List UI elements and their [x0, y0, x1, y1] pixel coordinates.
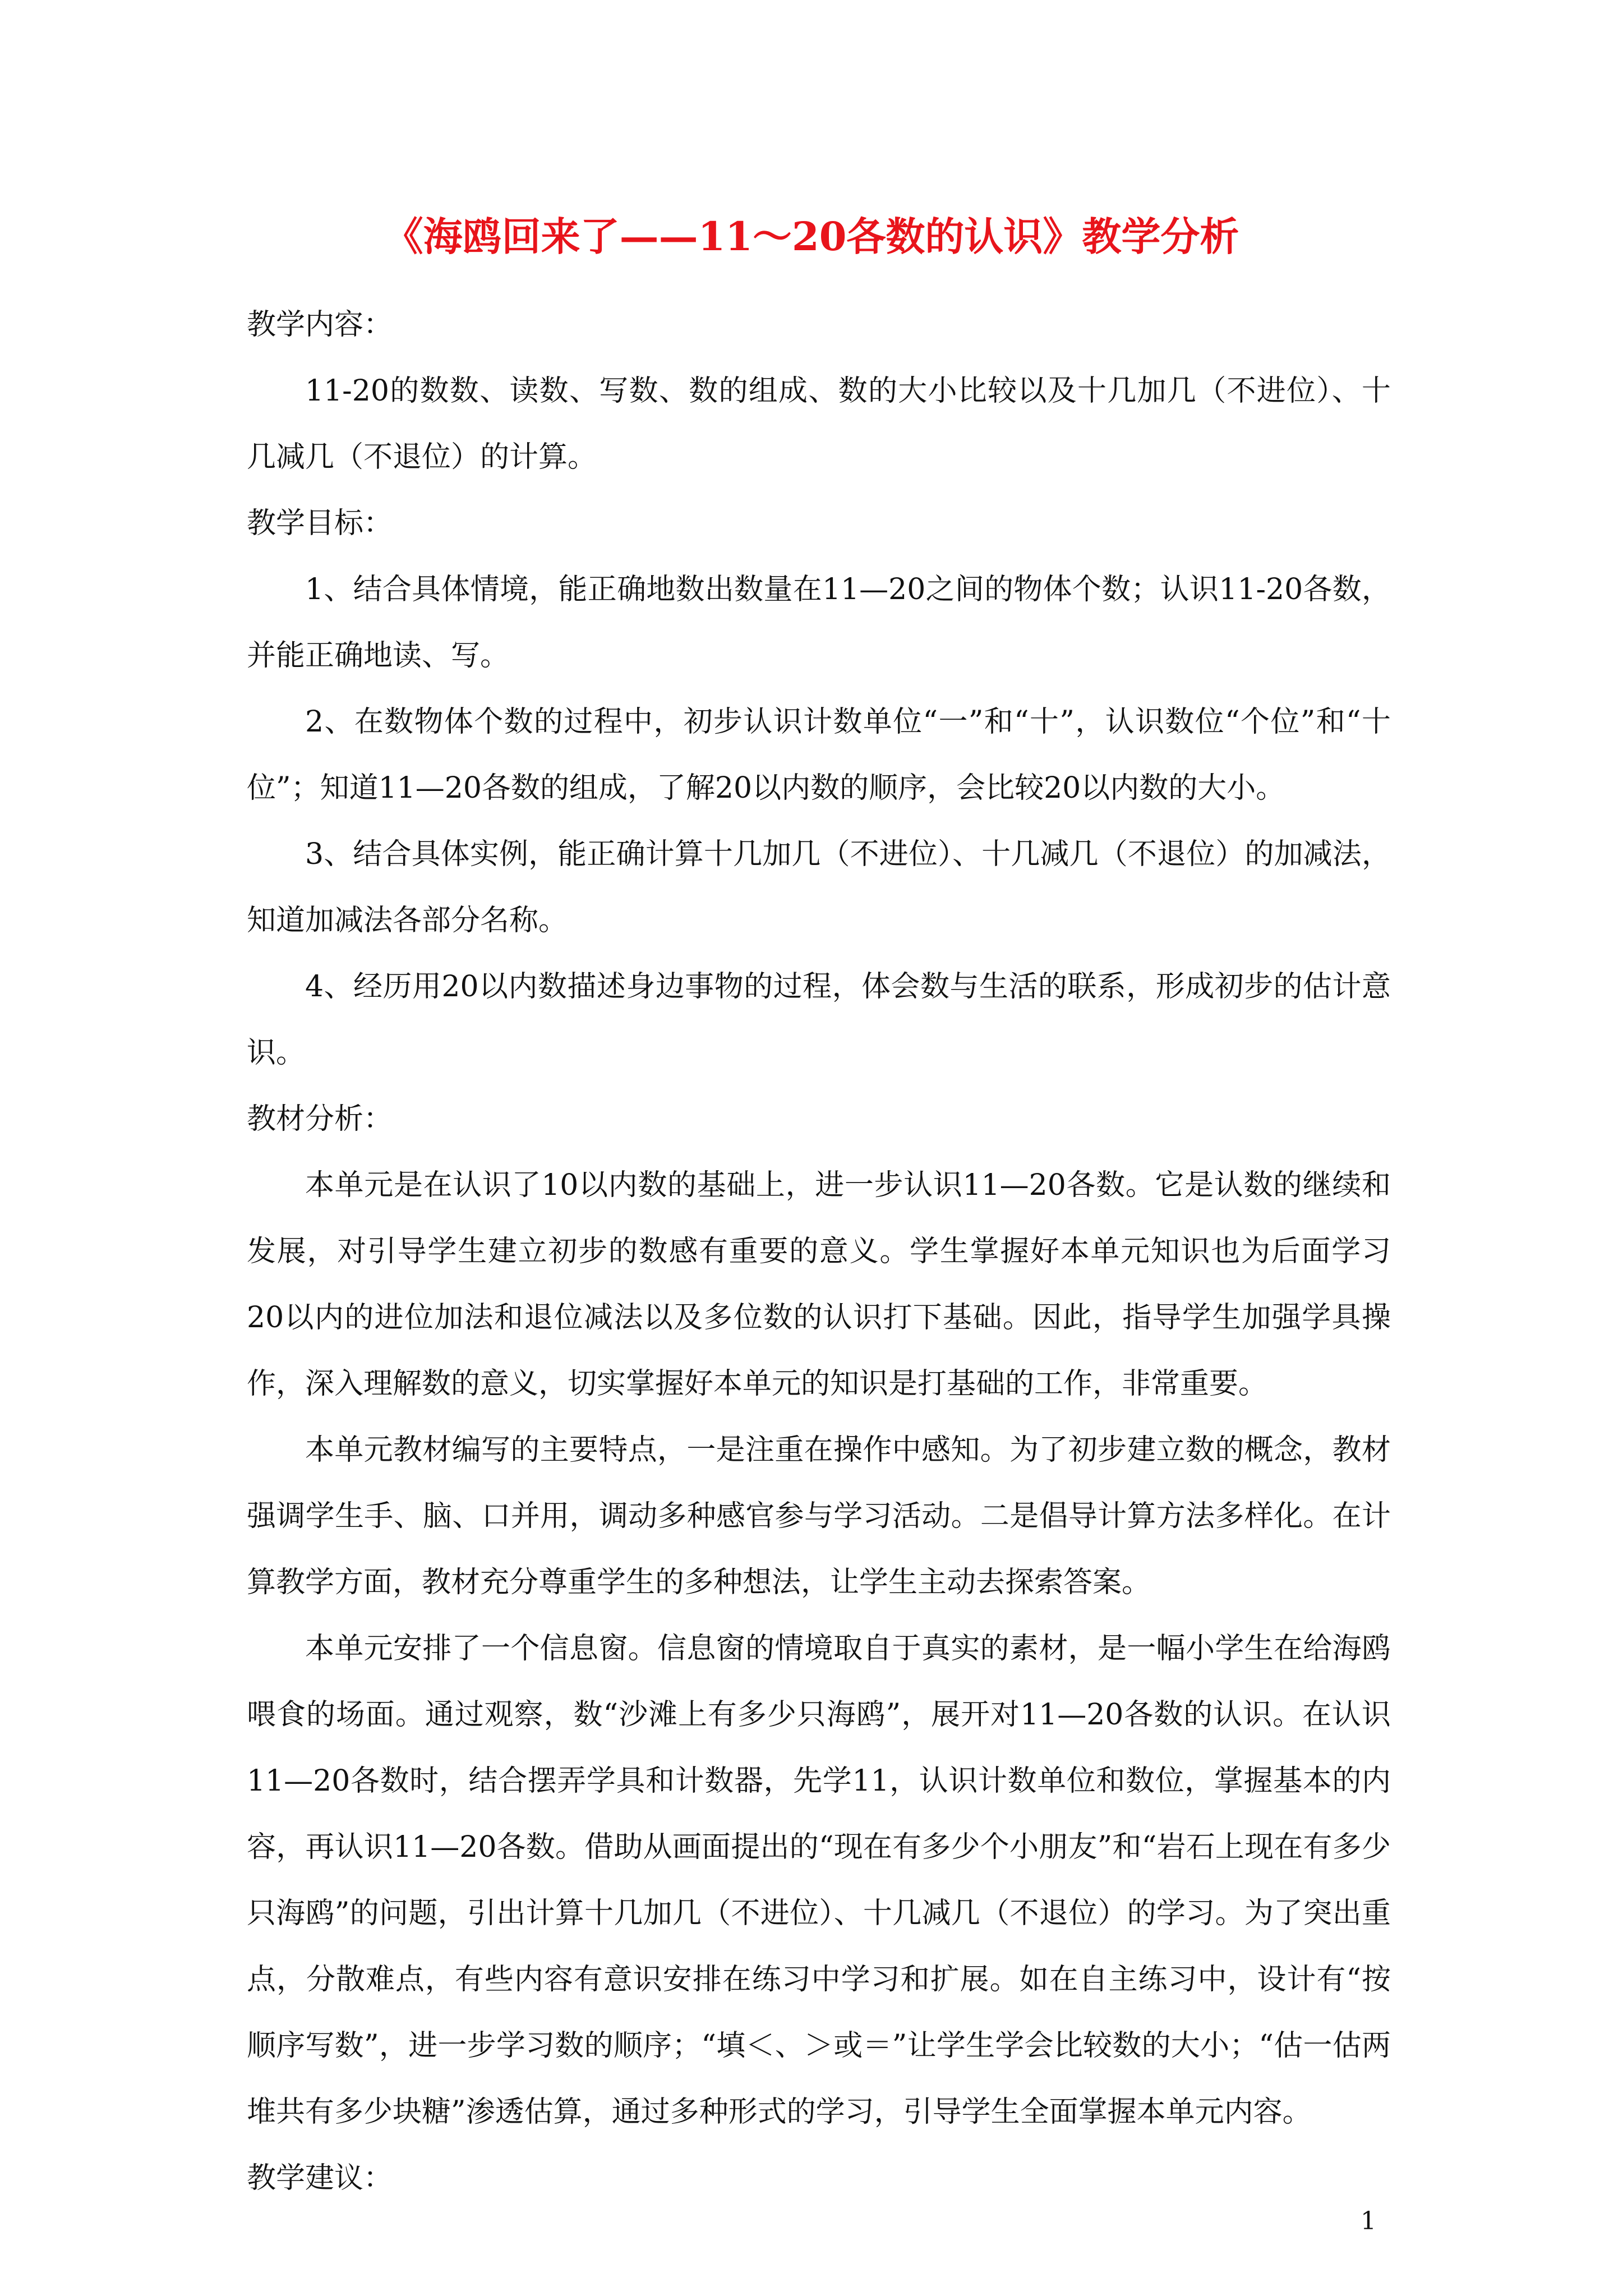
goal-item-4: 4、经历用20以内数描述身边事物的过程，体会数与生活的联系，形成初步的估计意识。 [247, 970, 1391, 1070]
goal-item-3: 3、结合具体实例，能正确计算十几加几（不进位）、十几减几（不退位）的加减法，知道加减法各部分名称。 [247, 838, 1391, 937]
section-heading-content: 教学内容： [247, 308, 393, 342]
analysis-paragraph-2: 本单元教材编写的主要特点，一是注重在操作中感知。为了初步建立数的概念，教材强调学生手、脑、口并用，调动多种感官参与学习活动。二是倡导计算方法多样化。在计算教学方面，教材充分尊重学生的多种想法，让学生主动去探索答案。 [247, 1433, 1391, 1599]
section-heading-analysis: 教材分析： [247, 1102, 393, 1136]
analysis-paragraph-1: 本单元是在认识了10以内数的基础上，进一步认识11—20各数。它是认数的继续和发展，对引导学生建立初步的数感有重要的意义。学生掌握好本单元知识也为后面学习20以内的进位加法和退位减法以及多位数的认识打下基础。因此，指导学生加强学具操作，深入理解数的意义，切实掌握好本单元的知识是打基础的工作，非常重要。 [247, 1168, 1391, 1401]
analysis-paragraph-3: 本单元安排了一个信息窗。信息窗的情境取自于真实的素材，是一幅小学生在给海鸥喂食的场面。通过观察，数“沙滩上有多少只海鸥”，展开对11—20各数的认识。在认识11—20各数时，结合摆弄学具和计数器，先学11，认识计数单位和数位，掌握基本的内容，再认识11—20各数。借助从画面提出的“现在有多少个小朋友”和“岩石上现在有多少只海鸥”的问题，引出计算十几加几（不进位）、十几减几（不退位）的学习。为了突出重点，分散难点，有些内容有意识安排在练习中学习和扩展。如在自主练习中，设计有“按顺序写数”，进一步学习数的顺序；“填＜、＞或＝”让学生学会比较数的大小；“估一估两堆共有多少块糖”渗透估算，通过多种形式的学习，引导学生全面掌握本单元内容。 [247, 1632, 1391, 2129]
document-body [247, 292, 1391, 2211]
page-number: 1 [1361, 2207, 1376, 2235]
content-paragraph: 11-20的数数、读数、写数、数的组成、数的大小比较以及十几加几（不进位）、十几减几（不退位）的计算。 [247, 374, 1391, 474]
section-heading-goals: 教学目标： [247, 507, 393, 540]
goal-item-1: 1、结合具体情境，能正确地数出数量在11—20之间的物体个数；认识11-20各数，并能正确地读、写。 [247, 573, 1391, 673]
goal-item-2: 2、在数物体个数的过程中，初步认识计数单位“一”和“十”，认识数位“个位”和“十位”；知道11—20各数的组成，了解20以内数的顺序，会比较20以内数的大小。 [247, 705, 1391, 805]
section-heading-suggestions: 教学建议： [247, 2161, 393, 2195]
document-title: 《海鸥回来了——11～20各数的认识》教学分析 [384, 213, 1239, 260]
